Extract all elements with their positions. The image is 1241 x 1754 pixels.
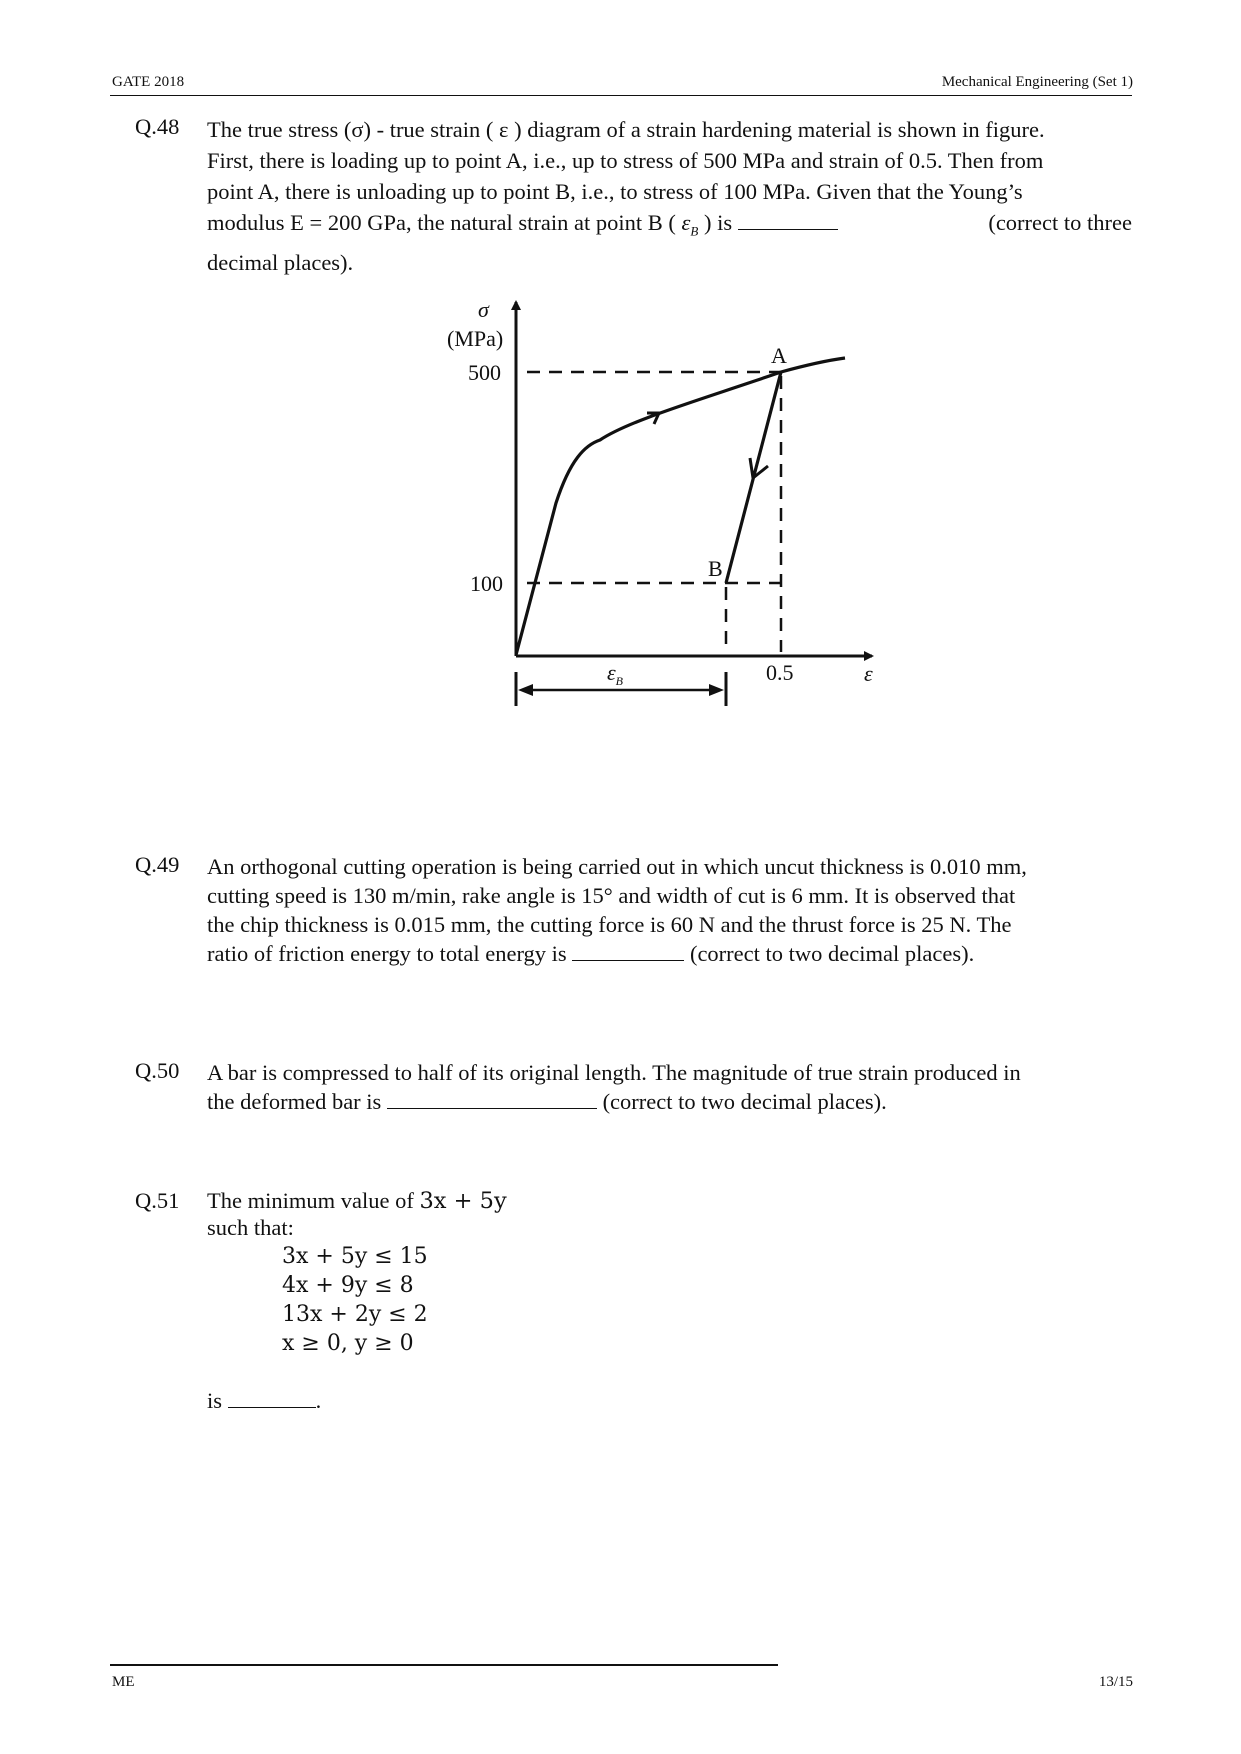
question-text	[207, 114, 1132, 278]
text-part: the deformed bar is	[207, 1089, 382, 1114]
answer-blank	[228, 1389, 316, 1408]
question-number: Q.51	[135, 1188, 180, 1213]
text-line	[207, 939, 1132, 968]
dimension-arrow-left	[518, 684, 533, 696]
text-part: The minimum value of	[207, 1188, 414, 1213]
epsilon-b-label	[607, 660, 624, 688]
text-line	[207, 207, 1132, 247]
question-text	[207, 1188, 507, 1214]
question-text	[207, 1058, 1132, 1116]
point-b-label: B	[708, 556, 723, 581]
epsilon-symbol: ε	[607, 660, 616, 685]
constraint: 4x + 9y ≤ 8	[282, 1273, 414, 1298]
header-divider	[110, 95, 1132, 96]
y-axis-unit: (MPa)	[447, 326, 504, 351]
loading-curve	[516, 358, 845, 655]
answer-blank	[572, 942, 684, 961]
header-paper-name: Mechanical Engineering (Set 1)	[941, 74, 1133, 90]
point-a-label: A	[771, 343, 787, 368]
unloading-arrow-marker	[750, 458, 768, 478]
question-text	[207, 852, 1132, 968]
text-part: ) is	[703, 210, 733, 235]
text-line: such that:	[207, 1215, 294, 1240]
y-axis-symbol: σ	[478, 297, 489, 322]
text-line: point A, there is unloading up to point B, i.e., to stress of 100 MPa. Given that the Young’s	[207, 179, 1023, 204]
constraint: 13x + 2y ≤ 2	[282, 1302, 428, 1327]
question-number: Q.48	[135, 114, 180, 139]
footer-divider	[110, 1664, 778, 1666]
strain-symbol: ε	[681, 210, 691, 235]
constraint: 3x + 5y ≤ 15	[282, 1244, 428, 1269]
answer-blank	[738, 211, 838, 230]
text-part: ratio of friction energy to total energy is	[207, 941, 567, 966]
text-part: .	[315, 1388, 322, 1413]
text-part: (correct to two decimal places).	[602, 1089, 887, 1114]
x-axis-symbol: ε	[864, 661, 873, 686]
loading-arrow-marker	[647, 413, 659, 424]
text-line: First, there is loading up to point A, i.e., up to stress of 500 MPa and strain of 0.5. Then from	[207, 148, 1044, 173]
page-number: 13/15	[1098, 1674, 1133, 1690]
text-line: decimal places).	[207, 249, 354, 275]
answer-line	[207, 1388, 321, 1414]
y-tick-100: 100	[470, 571, 503, 596]
text-part: modulus E = 200 GPa, the natural strain at point B (	[207, 210, 676, 235]
y-tick-500: 500	[468, 360, 501, 385]
text-line	[207, 1087, 1132, 1116]
header-exam-title: GATE 2018	[112, 74, 185, 90]
subscript: B	[690, 223, 699, 239]
text-part: (correct to three	[988, 210, 1132, 235]
question-number: Q.50	[135, 1058, 180, 1083]
constraint: x ≥ 0, y ≥ 0	[282, 1331, 414, 1356]
question-number: Q.49	[135, 852, 180, 877]
text-line: the chip thickness is 0.015 mm, the cutting force is 60 N and the thrust force is 25 N. The	[207, 912, 1012, 937]
dimension-arrow-right	[709, 684, 724, 696]
text-part: is	[207, 1388, 223, 1413]
text-part: (correct to two decimal places).	[689, 941, 975, 966]
unloading-line	[726, 372, 781, 583]
text-line: An orthogonal cutting operation is being carried out in which uncut thickness is 0.010 mm,	[207, 854, 1027, 879]
constraint-list	[282, 1242, 428, 1358]
epsilon-subscript: B	[615, 674, 624, 688]
footer-subject-code: ME	[112, 1674, 135, 1690]
answer-blank	[387, 1090, 597, 1109]
objective-expression: 3x + 5y	[419, 1188, 507, 1214]
text-line: The true stress (σ) - true strain ( ε ) diagram of a strain hardening material is shown in figure.	[207, 117, 1045, 142]
text-line: cutting speed is 130 m/min, rake angle is 15° and width of cut is 6 mm. It is observed that	[207, 883, 1016, 908]
x-tick-0.5: 0.5	[766, 660, 794, 685]
text-line: A bar is compressed to half of its original length. The magnitude of true strain produced in	[207, 1060, 1021, 1085]
text-segment	[207, 207, 838, 247]
